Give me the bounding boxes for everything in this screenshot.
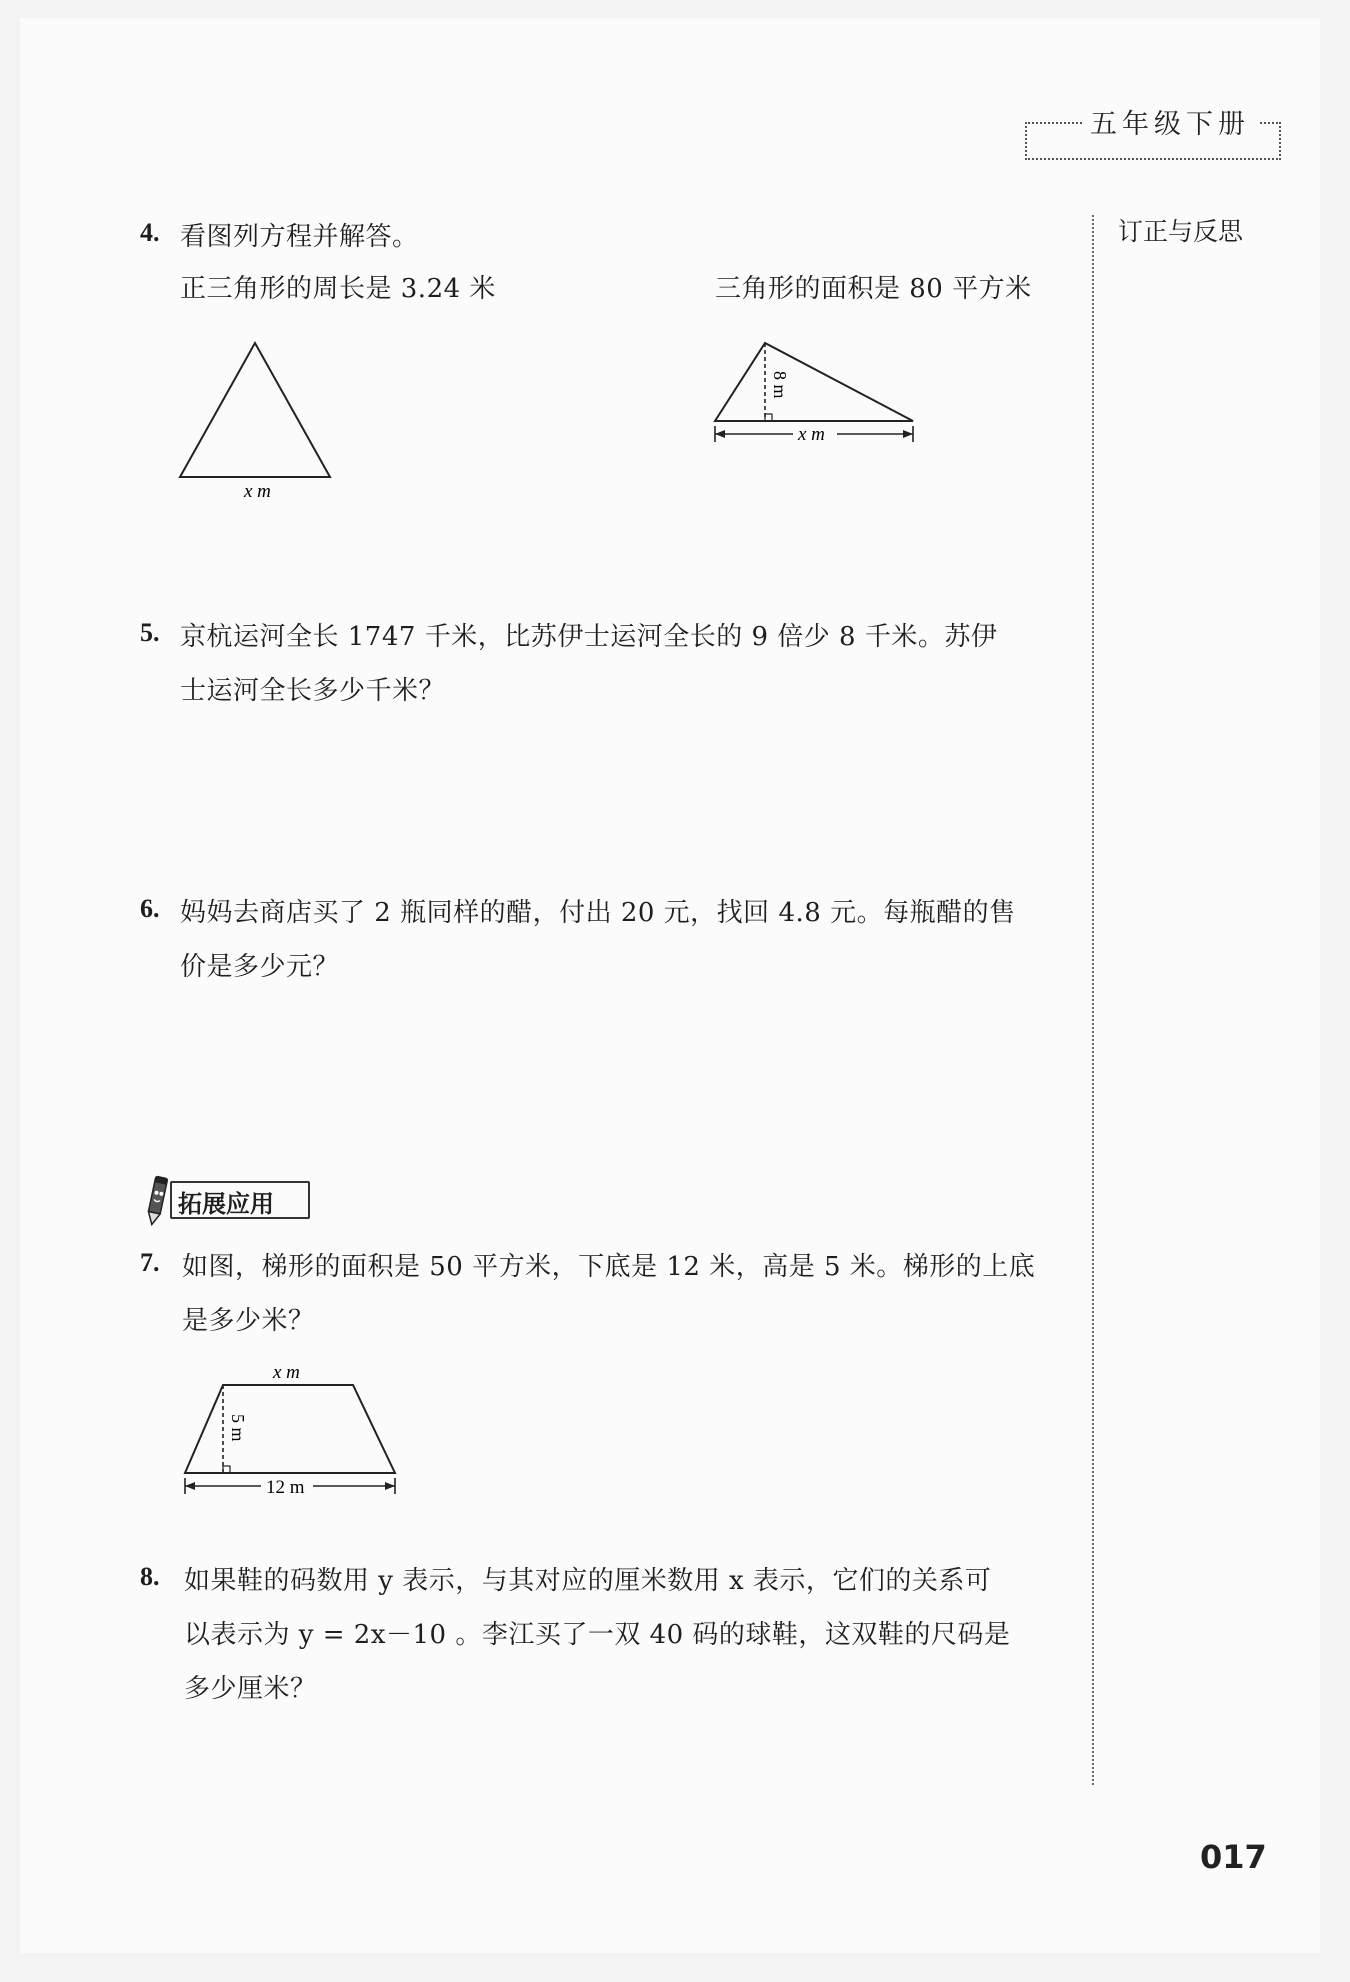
question-4-left-caption: 正三角形的周长是 3.24 米 — [180, 274, 496, 304]
page-number: 017 — [1200, 1838, 1267, 1876]
equilateral-triangle — [180, 343, 330, 477]
question-5-line-2: 士运河全长多少千米？ — [180, 676, 446, 706]
right-angle-mark — [765, 414, 772, 421]
question-6-line-2: 价是多少元？ — [180, 952, 340, 982]
question-6-number: 6. — [140, 894, 160, 923]
question-8-line-2: 以表示为 y = 2x－10 。李江买了一双 40 码的球鞋，这双鞋的尺码是 — [184, 1620, 1011, 1650]
question-5-line-1: 京杭运河全长 1747 千米，比苏伊士运河全长的 9 倍少 8 千米。苏伊 — [180, 622, 998, 652]
question-7-number: 7. — [140, 1248, 160, 1277]
trapezoid — [185, 1385, 395, 1473]
trapezoid-bottom-label: 12 m — [266, 1477, 305, 1498]
question-4-text: 看图列方程并解答。 — [180, 222, 419, 252]
question-7-line-1: 如图，梯形的面积是 50 平方米，下底是 12 米，高是 5 米。梯形的上底 — [182, 1252, 1036, 1282]
triangle-height-label: 8 m — [770, 371, 790, 399]
question-4-right-caption: 三角形的面积是 80 平方米 — [715, 274, 1032, 304]
equilateral-triangle-side-label: x m — [244, 481, 271, 502]
trapezoid-height-label: 5 m — [228, 1414, 248, 1442]
triangle-base-label: x m — [798, 424, 825, 445]
equilateral-triangle-figure — [170, 335, 340, 505]
workbook-page — [20, 18, 1320, 1953]
trapezoid-right-angle-mark — [223, 1466, 230, 1473]
pencil-icon — [140, 1173, 174, 1227]
question-8-line-3: 多少厘米？ — [184, 1674, 317, 1704]
area-triangle — [715, 343, 913, 421]
question-8-line-1: 如果鞋的码数用 y 表示，与其对应的厘米数用 x 表示，它们的关系可 — [184, 1566, 992, 1596]
section-title: 拓展应用 — [178, 1190, 274, 1218]
sidebar-divider — [1092, 215, 1094, 1785]
question-4-number: 4. — [140, 218, 160, 247]
question-7-line-2: 是多少米？ — [182, 1306, 315, 1336]
grade-header: 五年级下册 — [1082, 102, 1258, 141]
question-8-number: 8. — [140, 1562, 160, 1591]
trapezoid-top-label: x m — [273, 1362, 300, 1383]
question-5-number: 5. — [140, 618, 160, 647]
trapezoid-figure — [175, 1358, 405, 1508]
question-6-line-1: 妈妈去商店买了 2 瓶同样的醋，付出 20 元，找回 4.8 元。每瓶醋的售 — [180, 898, 1016, 928]
correction-reflection-title: 订正与反思 — [1118, 217, 1244, 246]
right-triangle-figure — [710, 335, 920, 455]
extension-section-heading — [140, 1175, 310, 1221]
